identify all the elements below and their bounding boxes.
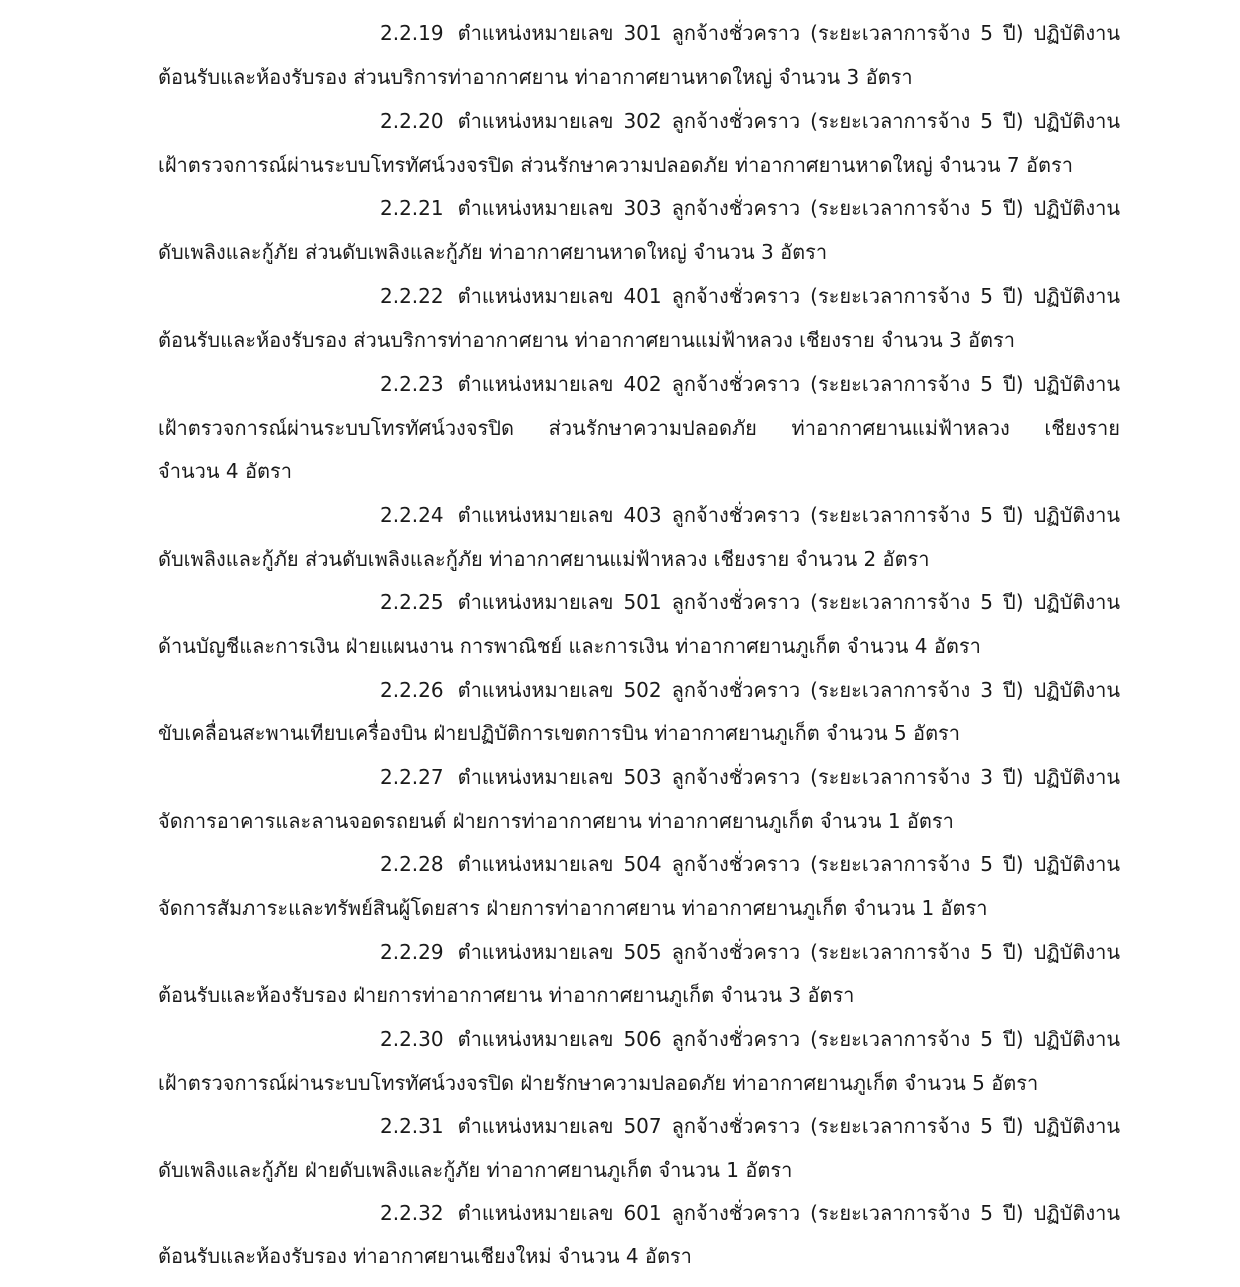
item-heading-text: ตำแหน่งหมายเลข 601 ลูกจ้างชั่วคราว (ระยะเวลาการจ้าง 5 ปี) ปฏิบัติงาน [457, 1201, 1120, 1225]
item-heading-text: ตำแหน่งหมายเลข 503 ลูกจ้างชั่วคราว (ระยะเวลาการจ้าง 3 ปี) ปฏิบัติงาน [457, 765, 1120, 789]
item-number: 2.2.25 [380, 590, 444, 614]
item-first-line [380, 1198, 1120, 1228]
item-continuation-line: เฝ้าตรวจการณ์ผ่านระบบโทรทัศน์วงจรปิด ฝ่ายรักษาความปลอดภัย ท่าอากาศยานภูเก็ต จำนวน 5 อัตรา [158, 1071, 1039, 1095]
item-first-line [380, 369, 1120, 399]
item-heading-text: ตำแหน่งหมายเลข 303 ลูกจ้างชั่วคราว (ระยะเวลาการจ้าง 5 ปี) ปฏิบัติงาน [457, 196, 1120, 220]
item-number: 2.2.21 [380, 196, 444, 220]
item-number: 2.2.22 [380, 284, 444, 308]
item-number: 2.2.31 [380, 1114, 444, 1138]
item-continuation-line: ต้อนรับและห้องรับรอง ท่าอากาศยานเชียงใหม่ จำนวน 4 อัตรา [158, 1244, 692, 1268]
item-number: 2.2.24 [380, 503, 444, 527]
item-continuation-line: จัดการอาคารและลานจอดรถยนต์ ฝ่ายการท่าอากาศยาน ท่าอากาศยานภูเก็ต จำนวน 1 อัตรา [158, 809, 954, 833]
item-heading-text: ตำแหน่งหมายเลข 502 ลูกจ้างชั่วคราว (ระยะเวลาการจ้าง 3 ปี) ปฏิบัติงาน [457, 678, 1120, 702]
item-first-line [380, 193, 1120, 223]
item-number: 2.2.19 [380, 21, 444, 45]
item-first-line [380, 849, 1120, 879]
item-heading-text: ตำแหน่งหมายเลข 403 ลูกจ้างชั่วคราว (ระยะเวลาการจ้าง 5 ปี) ปฏิบัติงาน [457, 503, 1120, 527]
item-number: 2.2.23 [380, 372, 444, 396]
item-continuation-line: ขับเคลื่อนสะพานเทียบเครื่องบิน ฝ่ายปฏิบัติการเขตการบิน ท่าอากาศยานภูเก็ต จำนวน 5 อัตรา [158, 721, 961, 745]
item-first-line [380, 281, 1120, 311]
item-heading-text: ตำแหน่งหมายเลข 504 ลูกจ้างชั่วคราว (ระยะเวลาการจ้าง 5 ปี) ปฏิบัติงาน [457, 852, 1120, 876]
item-number: 2.2.32 [380, 1201, 444, 1225]
item-first-line [380, 587, 1120, 617]
item-continuation-line: ดับเพลิงและกู้ภัย ฝ่ายดับเพลิงและกู้ภัย ท่าอากาศยานภูเก็ต จำนวน 1 อัตรา [158, 1158, 793, 1182]
item-number: 2.2.27 [380, 765, 444, 789]
item-first-line [380, 106, 1120, 136]
item-heading-text: ตำแหน่งหมายเลข 402 ลูกจ้างชั่วคราว (ระยะเวลาการจ้าง 5 ปี) ปฏิบัติงาน [457, 372, 1120, 396]
item-heading-text: ตำแหน่งหมายเลข 501 ลูกจ้างชั่วคราว (ระยะเวลาการจ้าง 5 ปี) ปฏิบัติงาน [457, 590, 1120, 614]
item-first-line [380, 675, 1120, 705]
item-continuation-line: ดับเพลิงและกู้ภัย ส่วนดับเพลิงและกู้ภัย ท่าอากาศยานแม่ฟ้าหลวง เชียงราย จำนวน 2 อัตรา [158, 547, 930, 571]
item-first-line [380, 762, 1120, 792]
item-number: 2.2.29 [380, 940, 444, 964]
item-first-line [380, 937, 1120, 967]
item-heading-text: ตำแหน่งหมายเลข 507 ลูกจ้างชั่วคราว (ระยะเวลาการจ้าง 5 ปี) ปฏิบัติงาน [457, 1114, 1120, 1138]
item-continuation-line: ต้อนรับและห้องรับรอง ส่วนบริการท่าอากาศยาน ท่าอากาศยานแม่ฟ้าหลวง เชียงราย จำนวน 3 อัตรา [158, 328, 1016, 352]
item-continuation-line: จัดการสัมภาระและทรัพย์สินผู้โดยสาร ฝ่ายการท่าอากาศยาน ท่าอากาศยานภูเก็ต จำนวน 1 อัตรา [158, 896, 988, 920]
item-first-line [380, 1024, 1120, 1054]
item-number: 2.2.28 [380, 852, 444, 876]
item-continuation-line: จำนวน 4 อัตรา [158, 459, 292, 483]
item-heading-text: ตำแหน่งหมายเลข 506 ลูกจ้างชั่วคราว (ระยะเวลาการจ้าง 5 ปี) ปฏิบัติงาน [457, 1027, 1120, 1051]
item-number: 2.2.26 [380, 678, 444, 702]
item-heading-text: ตำแหน่งหมายเลข 302 ลูกจ้างชั่วคราว (ระยะเวลาการจ้าง 5 ปี) ปฏิบัติงาน [457, 109, 1120, 133]
item-number: 2.2.20 [380, 109, 444, 133]
item-heading-text: ตำแหน่งหมายเลข 301 ลูกจ้างชั่วคราว (ระยะเวลาการจ้าง 5 ปี) ปฏิบัติงาน [457, 21, 1120, 45]
item-heading-text: ตำแหน่งหมายเลข 401 ลูกจ้างชั่วคราว (ระยะเวลาการจ้าง 5 ปี) ปฏิบัติงาน [457, 284, 1120, 308]
item-heading-text: ตำแหน่งหมายเลข 505 ลูกจ้างชั่วคราว (ระยะเวลาการจ้าง 5 ปี) ปฏิบัติงาน [457, 940, 1120, 964]
item-continuation-line: เฝ้าตรวจการณ์ผ่านระบบโทรทัศน์วงจรปิด ส่วนรักษาความปลอดภัย ท่าอากาศยานหาดใหญ่ จำนวน 7 อัตรา [158, 153, 1073, 177]
item-number: 2.2.30 [380, 1027, 444, 1051]
item-continuation-line: ดับเพลิงและกู้ภัย ส่วนดับเพลิงและกู้ภัย ท่าอากาศยานหาดใหญ่ จำนวน 3 อัตรา [158, 240, 828, 264]
item-first-line [380, 1111, 1120, 1141]
item-first-line [380, 500, 1120, 530]
item-continuation-line: ด้านบัญชีและการเงิน ฝ่ายแผนงาน การพาณิชย์ และการเงิน ท่าอากาศยานภูเก็ต จำนวน 4 อัตรา [158, 634, 981, 658]
item-continuation-line: ต้อนรับและห้องรับรอง ฝ่ายการท่าอากาศยาน ท่าอากาศยานภูเก็ต จำนวน 3 อัตรา [158, 983, 855, 1007]
item-continuation-line: เฝ้าตรวจการณ์ผ่านระบบโทรทัศน์วงจรปิด ส่วนรักษาความปลอดภัย ท่าอากาศยานแม่ฟ้าหลวง เชียงราย [158, 416, 1120, 440]
item-first-line [380, 18, 1120, 48]
item-continuation-line: ต้อนรับและห้องรับรอง ส่วนบริการท่าอากาศยาน ท่าอากาศยานหาดใหญ่ จำนวน 3 อัตรา [158, 65, 913, 89]
